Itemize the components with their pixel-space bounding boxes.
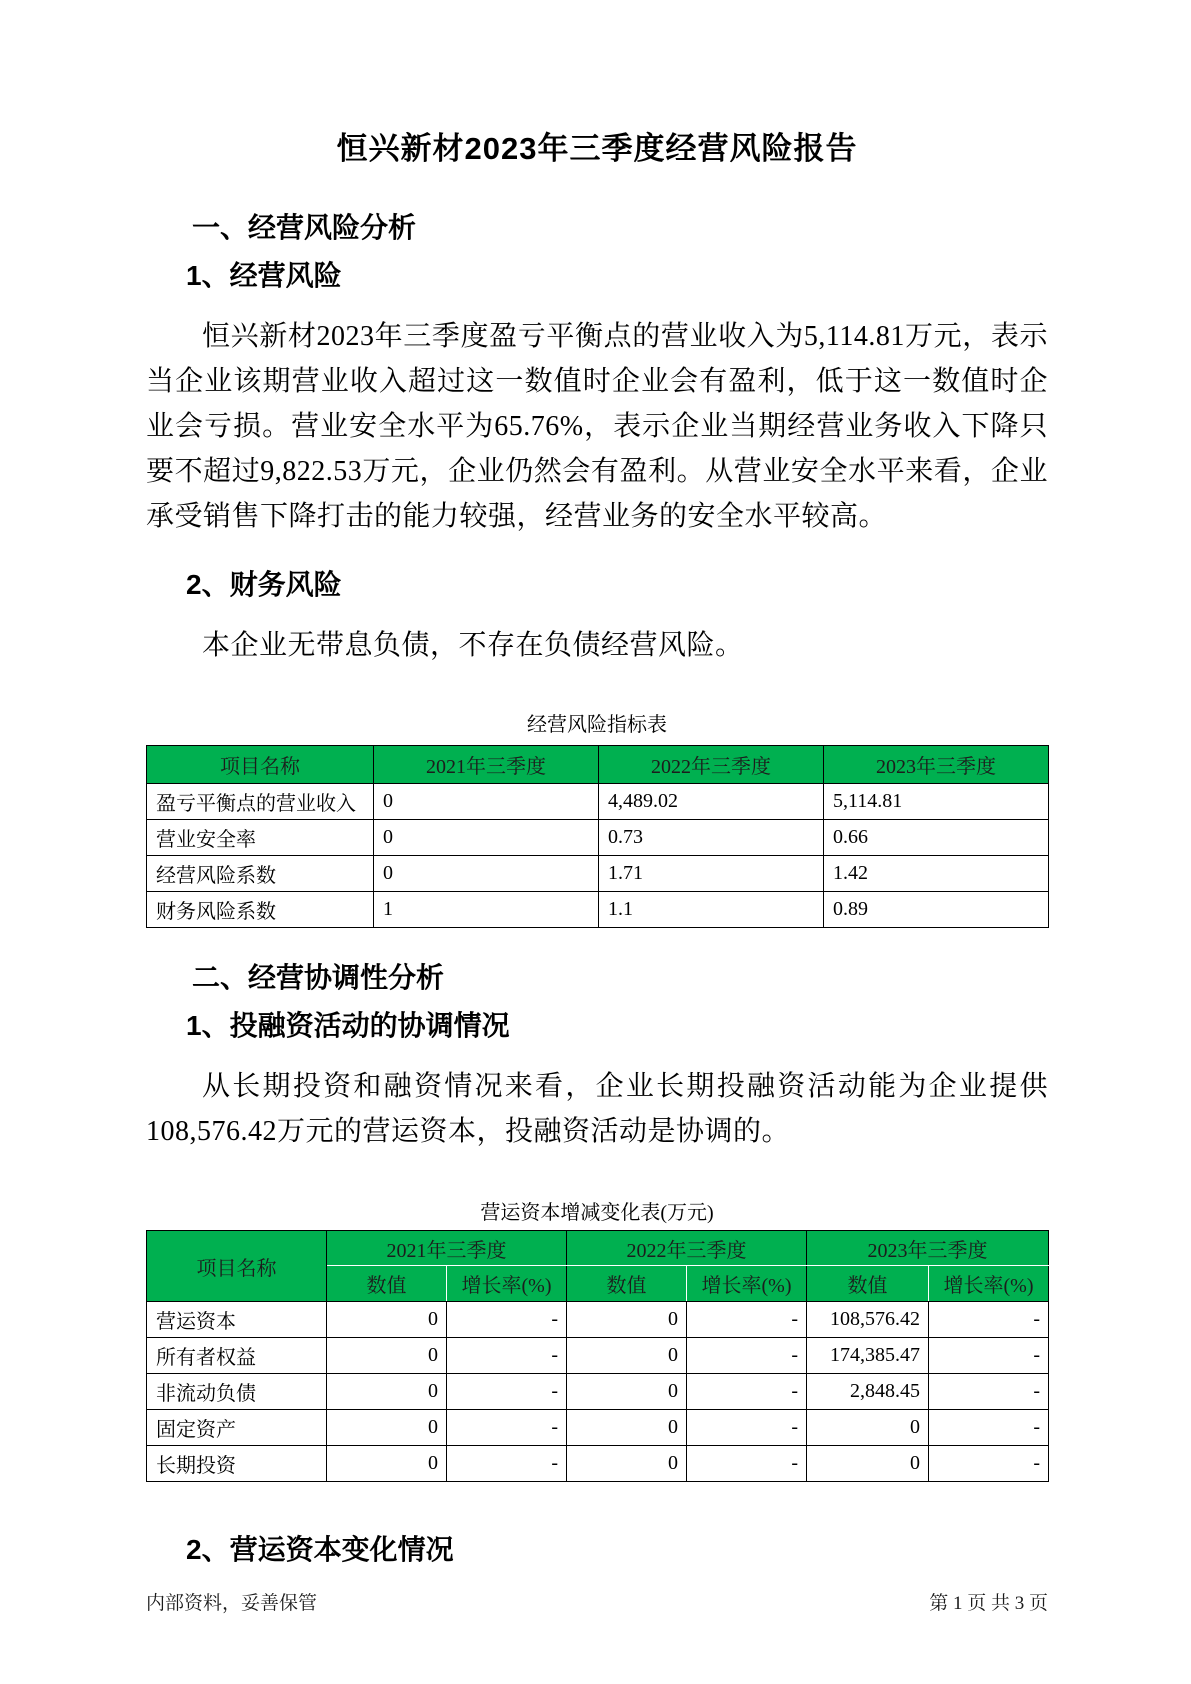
value-cell: - [687,1446,807,1482]
row-label-cell: 固定资产 [147,1410,327,1446]
table-row [147,1302,1049,1338]
value-cell: - [929,1374,1049,1410]
value-cell: 0 [567,1374,687,1410]
value-cell: 0 [567,1410,687,1446]
value-cell: 0 [567,1446,687,1482]
row-label-cell: 营业安全率 [147,820,374,856]
working-capital-table-caption: 营运资本增减变化表(万元) [480,1202,714,1224]
financing-coordination-paragraph: 从长期投资和融资情况来看，企业长期投融资活动能为企业提供108,576.42万元的营运资本，投融资活动是协调的。 [146,1071,1048,1147]
value-cell: 1.1 [599,892,824,928]
section-1-1-heading: 1、经营风险 [186,260,342,291]
value-cell: 108,576.42 [807,1302,929,1338]
table-row [147,856,1049,892]
header-cell: 2023年三季度 [807,1231,1049,1266]
value-cell: 0.89 [824,892,1049,928]
value-cell: - [687,1374,807,1410]
footer-page-number: 第 1 页 共 3 页 [929,1593,1048,1614]
value-cell: 0 [807,1446,929,1482]
row-label-cell: 非流动负债 [147,1374,327,1410]
header-cell: 2023年三季度 [824,746,1049,784]
table-row [147,820,1049,856]
section-2-1-heading: 1、投融资活动的协调情况 [186,1010,510,1041]
value-cell: - [929,1410,1049,1446]
risk-indicators-table [146,745,1049,928]
header-cell: 增长率(%) [929,1266,1049,1302]
value-cell: - [687,1302,807,1338]
value-cell: 4,489.02 [599,784,824,820]
value-cell: 174,385.47 [807,1338,929,1374]
table-row [147,1446,1049,1482]
header-cell: 增长率(%) [687,1266,807,1302]
value-cell: - [687,1410,807,1446]
value-cell: 0 [374,856,599,892]
header-cell: 数值 [327,1266,447,1302]
header-cell: 2021年三季度 [327,1231,567,1266]
row-label-cell: 长期投资 [147,1446,327,1482]
row-label-cell: 盈亏平衡点的营业收入 [147,784,374,820]
value-cell: 0.66 [824,820,1049,856]
value-cell: 0 [374,784,599,820]
report-content [146,0,1048,1566]
table-header-row [147,746,1049,784]
header-cell: 项目名称 [147,1231,327,1302]
value-cell: 0 [327,1446,447,1482]
table-row [147,892,1049,928]
value-cell: - [687,1338,807,1374]
header-cell: 项目名称 [147,746,374,784]
row-label-cell: 所有者权益 [147,1338,327,1374]
value-cell: 0 [327,1410,447,1446]
table-row [147,1338,1049,1374]
value-cell: - [929,1446,1049,1482]
header-cell: 数值 [567,1266,687,1302]
value-cell: 5,114.81 [824,784,1049,820]
footer-confidentiality-note: 内部资料，妥善保管 [146,1593,318,1614]
section-1-heading: 一、经营风险分析 [192,212,417,243]
value-cell: 0 [327,1374,447,1410]
table-year-header-row [147,1231,1049,1266]
header-cell: 2021年三季度 [374,746,599,784]
header-cell: 2022年三季度 [599,746,824,784]
header-cell: 增长率(%) [447,1266,567,1302]
value-cell: - [929,1338,1049,1374]
value-cell: - [447,1446,567,1482]
table-row [147,1410,1049,1446]
value-cell: 0 [567,1302,687,1338]
value-cell: - [447,1374,567,1410]
value-cell: - [447,1338,567,1374]
value-cell: 1.71 [599,856,824,892]
value-cell: 0 [327,1302,447,1338]
value-cell: 0.73 [599,820,824,856]
section-2-heading: 二、经营协调性分析 [192,962,445,993]
value-cell: 2,848.45 [807,1374,929,1410]
row-label-cell: 财务风险系数 [147,892,374,928]
header-cell: 2022年三季度 [567,1231,807,1266]
value-cell: - [929,1302,1049,1338]
section-2-2-heading: 2、营运资本变化情况 [186,1534,454,1565]
value-cell: 0 [807,1410,929,1446]
risk-indicators-table-caption: 经营风险指标表 [527,714,667,736]
header-cell: 数值 [807,1266,929,1302]
value-cell: - [447,1410,567,1446]
row-label-cell: 经营风险系数 [147,856,374,892]
value-cell: 0 [374,820,599,856]
financial-risk-paragraph: 本企业无带息负债，不存在负债经营风险。 [202,630,744,661]
value-cell: 1 [374,892,599,928]
value-cell: 0 [567,1338,687,1374]
page-title: 恒兴新材2023年三季度经营风险报告 [336,131,858,166]
table-row [147,784,1049,820]
working-capital-table [146,1230,1049,1482]
operating-risk-paragraph: 恒兴新材2023年三季度盈亏平衡点的营业收入为5,114.81万元，表示当企业该期营业收入超过这一数值时企业会有盈利，低于这一数值时企业会亏损。营业安全水平为65.76%，表示企业当期经营业务收入下降只要不超过9,822.53万元，企业仍然会有盈利。从营业安全水平来看，企业承受销售下降打击的能力较强，经营业务的安全水平较高。 [146,321,1048,532]
value-cell: 0 [327,1338,447,1374]
section-1-2-heading: 2、财务风险 [186,569,342,600]
table-row [147,1374,1049,1410]
value-cell: 1.42 [824,856,1049,892]
page-footer [146,1588,1048,1615]
value-cell: - [447,1302,567,1338]
row-label-cell: 营运资本 [147,1302,327,1338]
